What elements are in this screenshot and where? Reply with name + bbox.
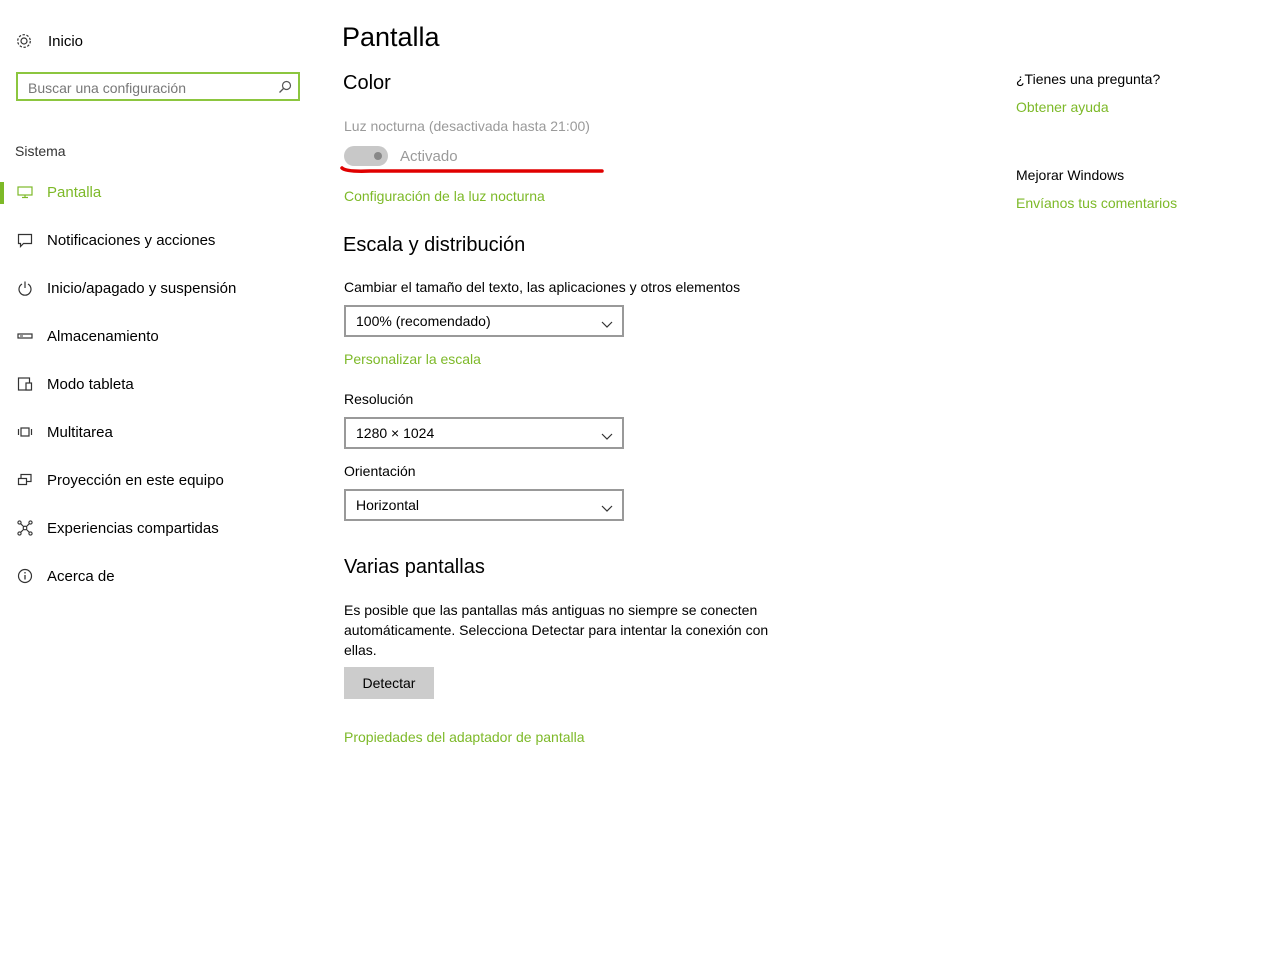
chevron-down-icon: [601, 500, 613, 518]
search-box[interactable]: [16, 72, 300, 101]
page-title: Pantalla: [342, 22, 440, 52]
resolution-select[interactable]: [344, 417, 624, 449]
section-label: Sistema: [15, 143, 66, 159]
chevron-down-icon: [601, 316, 613, 334]
improve-windows-heading: Mejorar Windows: [1016, 167, 1125, 183]
night-light-settings-link[interactable]: Configuración de la luz nocturna: [344, 188, 545, 204]
sidebar-item-notificaciones[interactable]: [0, 220, 310, 260]
size-select-value: 100% (recomendado): [356, 313, 491, 329]
toggle-knob: [374, 152, 382, 160]
info-icon: [16, 567, 34, 585]
home-label: Inicio: [48, 32, 84, 50]
sidebar-item-pantalla[interactable]: [0, 172, 310, 212]
sidebar-item-label: Inicio/apagado y suspensión: [47, 279, 237, 297]
detect-button[interactable]: Detectar: [344, 667, 434, 699]
color-heading: Color: [343, 72, 391, 94]
sidebar-item-experiencias[interactable]: [0, 508, 310, 548]
sidebar-item-proyeccion[interactable]: [0, 460, 310, 500]
orientation-select[interactable]: [344, 489, 624, 521]
multi-display-heading: Varias pantallas: [344, 556, 485, 578]
multitask-icon: [16, 423, 34, 441]
chevron-down-icon: [601, 428, 613, 446]
feedback-link[interactable]: Envíanos tus comentarios: [1016, 195, 1178, 211]
sidebar-item-label: Experiencias compartidas: [47, 519, 219, 537]
resolution-select-value: 1280 × 1024: [356, 425, 435, 441]
power-icon: [16, 279, 34, 297]
night-light-label: Luz nocturna (desactivada hasta 21:00): [344, 118, 590, 134]
sidebar-item-label: Almacenamiento: [47, 327, 159, 345]
scale-heading: Escala y distribución: [343, 234, 526, 256]
share-icon: [16, 519, 34, 537]
sidebar-item-almacenamiento[interactable]: [0, 316, 310, 356]
tablet-icon: [16, 375, 34, 393]
sidebar-item-inicio-apagado[interactable]: [0, 268, 310, 308]
multi-display-description: Es posible que las pantallas más antiguas no siempre se conecten automáticamente. Selecciona Detectar para intentar la conexión con ellas.: [344, 602, 769, 658]
night-light-toggle[interactable]: [344, 146, 388, 166]
storage-icon: [16, 327, 34, 345]
toggle-state-label: Activado: [400, 148, 458, 165]
adapter-properties-link[interactable]: Propiedades del adaptador de pantalla: [344, 729, 585, 745]
home-nav-item[interactable]: [15, 30, 83, 52]
sidebar-item-modo-tableta[interactable]: [0, 364, 310, 404]
question-heading: ¿Tienes una pregunta?: [1016, 71, 1161, 87]
projection-icon: [16, 471, 34, 489]
sidebar-item-label: Modo tableta: [47, 375, 134, 393]
sidebar-item-acerca-de[interactable]: [0, 556, 310, 596]
orientation-select-value: Horizontal: [356, 497, 420, 513]
red-annotation-underline: [340, 164, 606, 176]
get-help-link[interactable]: Obtener ayuda: [1016, 99, 1109, 115]
sidebar-item-label: Acerca de: [47, 567, 115, 585]
search-input[interactable]: [28, 78, 278, 98]
gear-icon: [15, 32, 33, 50]
sidebar-item-label: Notificaciones y acciones: [47, 231, 216, 249]
sidebar-item-label: Multitarea: [47, 423, 113, 441]
notification-icon: [16, 231, 34, 249]
custom-scale-link[interactable]: Personalizar la escala: [344, 351, 481, 367]
resolution-label: Resolución: [344, 391, 414, 407]
size-select[interactable]: [344, 305, 624, 337]
monitor-icon: [16, 183, 34, 201]
size-label: Cambiar el tamaño del texto, las aplicaciones y otros elementos: [344, 279, 741, 295]
sidebar-item-multitarea[interactable]: [0, 412, 310, 452]
orientation-label: Orientación: [344, 463, 416, 479]
search-icon[interactable]: [278, 80, 292, 99]
sidebar-item-label: Pantalla: [47, 183, 102, 201]
sidebar-item-label: Proyección en este equipo: [47, 471, 224, 489]
